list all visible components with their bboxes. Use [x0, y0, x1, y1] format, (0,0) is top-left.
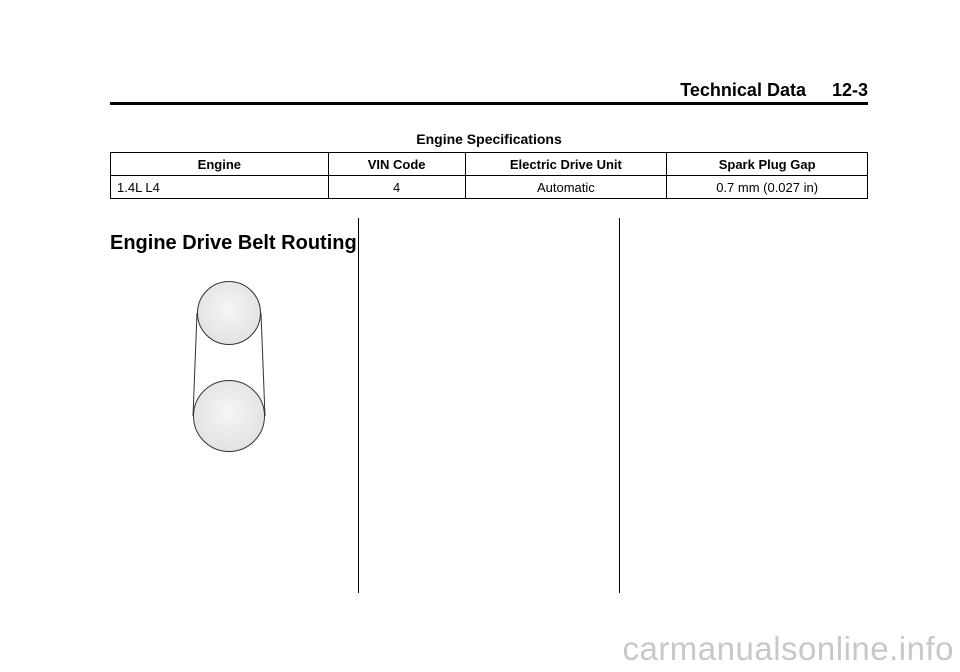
- column-header-vin-code: VIN Code: [328, 153, 465, 176]
- engine-specs-table: [110, 152, 868, 199]
- table-title: Engine Specifications: [416, 131, 562, 147]
- cell-vin-code: 4: [328, 176, 465, 199]
- column-header-engine: Engine: [111, 153, 329, 176]
- table-header-row: [111, 153, 868, 176]
- lower-pulley: [194, 381, 265, 452]
- page-number: 12-3: [831, 80, 868, 100]
- watermark: carmanualsonline.info: [622, 630, 954, 667]
- header-rule: [110, 102, 868, 105]
- section-title: Technical Data: [680, 80, 806, 100]
- belt-left-strand: [193, 313, 197, 416]
- page-header: [110, 78, 868, 102]
- header-text: [680, 80, 868, 101]
- column-divider-left: [358, 218, 359, 593]
- table-row: [111, 176, 868, 199]
- cell-electric-drive-unit: Automatic: [465, 176, 667, 199]
- cell-engine: 1.4L L4: [111, 176, 329, 199]
- belt-routing-heading: Engine Drive Belt Routing: [110, 232, 357, 254]
- column-header-electric-drive-unit: Electric Drive Unit: [465, 153, 667, 176]
- column-header-spark-plug-gap: Spark Plug Gap: [667, 153, 868, 176]
- upper-pulley: [198, 282, 261, 345]
- belt-routing-diagram: [185, 276, 275, 458]
- cell-spark-plug-gap: 0.7 mm (0.027 in): [667, 176, 868, 199]
- column-divider-right: [619, 218, 620, 593]
- belt-right-strand: [261, 313, 265, 416]
